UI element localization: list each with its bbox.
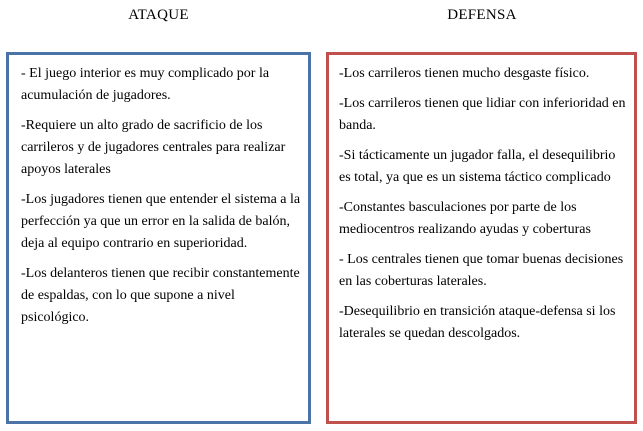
ataque-item: -Los delanteros tienen que recibir constantemente de espaldas, con lo que supone a nivel psicológico. bbox=[21, 266, 300, 325]
defensa-heading: DEFENSA bbox=[447, 7, 517, 23]
defensa-item: -Constantes basculaciones por parte de los mediocentros realizando ayudas y coberturas bbox=[339, 200, 591, 237]
ataque-box bbox=[6, 52, 311, 424]
ataque-heading: ATAQUE bbox=[128, 7, 189, 23]
defensa-item: - Los centrales tienen que tomar buenas decisiones en las coberturas laterales. bbox=[339, 252, 624, 289]
defensa-list bbox=[339, 63, 628, 345]
defensa-item: -Los carrileros tienen que lidiar con inferioridad en banda. bbox=[339, 96, 626, 133]
ataque-list bbox=[21, 63, 302, 329]
defensa-item: -Los carrileros tienen mucho desgaste físico. bbox=[339, 66, 590, 81]
defensa-item: -Si tácticamente un jugador falla, el desequilibrio es total, ya que es un sistema táctico complicado bbox=[339, 148, 616, 185]
ataque-item: - El juego interior es muy complicado por la acumulación de jugadores. bbox=[21, 66, 270, 103]
ataque-item: -Requiere un alto grado de sacrificio de los carrileros y de jugadores centrales para realizar apoyos laterales bbox=[21, 118, 286, 177]
ataque-item: -Los jugadores tienen que entender el sistema a la perfección ya que un error en la salida de balón, deja al equipo contrario en superioridad. bbox=[21, 192, 301, 251]
defensa-box bbox=[326, 52, 637, 424]
defensa-item: -Desequilibrio en transición ataque-defensa si los laterales se quedan descolgados. bbox=[339, 304, 616, 341]
